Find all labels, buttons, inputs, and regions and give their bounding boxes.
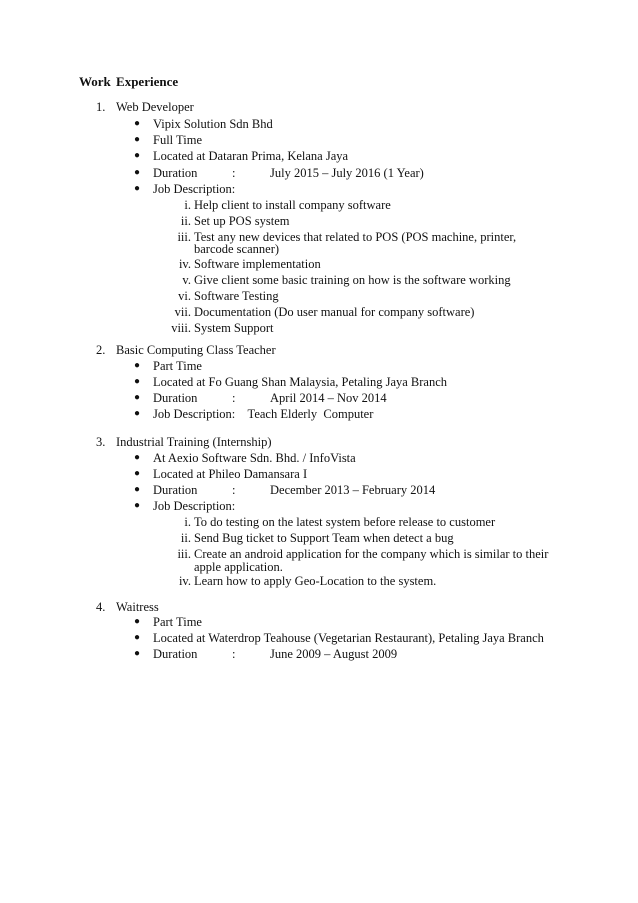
task-text: Test any new devices that related to POS (POS machine, printer, xyxy=(194,230,517,244)
location: Located at Dataran Prima, Kelana Jaya xyxy=(153,149,349,163)
task-text: Learn how to apply Geo-Location to the system. xyxy=(194,574,437,588)
company: At Aexio Software Sdn. Bhd. / InfoVista xyxy=(153,451,356,465)
job-title: Industrial Training (Internship) xyxy=(116,435,272,449)
job-number: 2. xyxy=(96,343,106,357)
task-number: iv. xyxy=(178,257,191,271)
task-text: Send Bug ticket to Support Team when detect a bug xyxy=(194,531,454,545)
job-description-label: Job Description: xyxy=(153,182,236,196)
bullet-icon: ● xyxy=(134,392,141,403)
task-number: ii. xyxy=(180,214,191,228)
task-number: vii. xyxy=(174,305,191,319)
bullet-icon: ● xyxy=(134,648,141,659)
duration-value: December 2013 – February 2014 xyxy=(270,483,436,497)
duration-colon: : xyxy=(232,391,236,405)
bullet-icon: ● xyxy=(134,150,141,161)
employment-type: Part Time xyxy=(153,359,202,373)
task-number: viii. xyxy=(171,321,191,335)
bullet-icon: ● xyxy=(134,500,141,511)
job-title: Waitress xyxy=(116,600,159,614)
job-title: Web Developer xyxy=(116,100,194,114)
task-text: Documentation (Do user manual for company software) xyxy=(194,305,475,319)
bullet-icon: ● xyxy=(134,616,141,627)
task-number: iii. xyxy=(177,230,191,244)
task-number: i. xyxy=(184,515,191,529)
task-text: Help client to install company software xyxy=(194,198,391,212)
duration-colon: : xyxy=(232,483,236,497)
job-description: Job Description: Teach Elderly Computer xyxy=(153,407,374,421)
duration-value: April 2014 – Nov 2014 xyxy=(270,391,387,405)
task-number: vi. xyxy=(178,289,191,303)
bullet-icon: ● xyxy=(134,484,141,495)
bullet-icon: ● xyxy=(134,134,141,145)
job-title: Basic Computing Class Teacher xyxy=(116,343,276,357)
bullet-icon: ● xyxy=(134,183,141,194)
task-number: i. xyxy=(184,198,191,212)
bullet-icon: ● xyxy=(134,118,141,129)
job-number: 1. xyxy=(96,100,106,114)
task-number: iv. xyxy=(178,574,191,588)
task-text: barcode scanner) xyxy=(194,242,280,256)
task-number: ii. xyxy=(180,531,191,545)
task-text: Software Testing xyxy=(194,289,279,303)
task-text: System Support xyxy=(194,321,274,335)
task-text: Give client some basic training on how is the software working xyxy=(194,273,511,287)
duration-value: June 2009 – August 2009 xyxy=(270,647,398,661)
bullet-icon: ● xyxy=(134,452,141,463)
duration-label: Duration xyxy=(153,166,198,180)
task-text: Software implementation xyxy=(194,257,321,271)
duration-label: Duration xyxy=(153,391,198,405)
bullet-icon: ● xyxy=(134,360,141,371)
bullet-icon: ● xyxy=(134,632,141,643)
duration-value: July 2015 – July 2016 (1 Year) xyxy=(270,166,424,180)
task-number: iii. xyxy=(177,547,191,561)
duration-colon: : xyxy=(232,647,236,661)
task-number: v. xyxy=(182,273,191,287)
duration-label: Duration xyxy=(153,483,198,497)
company: Vipix Solution Sdn Bhd xyxy=(153,117,273,131)
bullet-icon: ● xyxy=(134,167,141,178)
section-heading: Work Experience xyxy=(79,74,179,89)
task-text: Set up POS system xyxy=(194,214,290,228)
bullet-icon: ● xyxy=(134,468,141,479)
bullet-icon: ● xyxy=(134,408,141,419)
job-number: 3. xyxy=(96,435,106,449)
task-text: apple application. xyxy=(194,560,283,574)
location: Located at Fo Guang Shan Malaysia, Petaling Jaya Branch xyxy=(153,375,448,389)
employment-type: Part Time xyxy=(153,615,202,629)
location: Located at Waterdrop Teahouse (Vegetarian Restaurant), Petaling Jaya Branch xyxy=(153,631,544,645)
task-text: Create an android application for the company which is similar to their xyxy=(194,547,549,561)
bullet-icon: ● xyxy=(134,376,141,387)
duration-colon: : xyxy=(232,166,236,180)
job-number: 4. xyxy=(96,600,106,614)
duration-label: Duration xyxy=(153,647,198,661)
task-text: To do testing on the latest system before release to customer xyxy=(194,515,496,529)
job-description-label: Job Description: xyxy=(153,499,236,513)
employment-type: Full Time xyxy=(153,133,202,147)
location: Located at Phileo Damansara I xyxy=(153,467,308,481)
